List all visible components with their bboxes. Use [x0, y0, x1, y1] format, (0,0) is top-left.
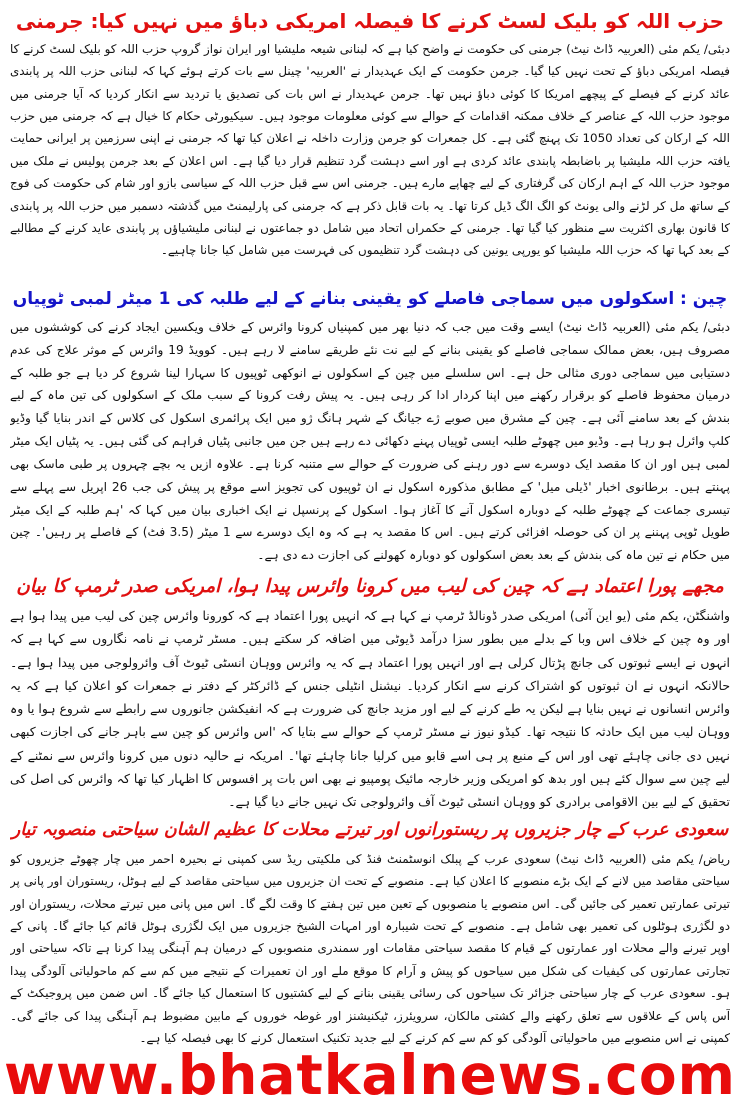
- article-headline: حزب اللہ کو بلیک لسٹ کرنے کا فیصلہ امریکی دباؤ میں نہیں کیا: جرمنی: [15, 9, 725, 33]
- article-body: ریاض/ یکم مئی (العربیہ ڈاٹ نیٹ) سعودی عرب کے پبلک انوسٹمنٹ فنڈ کی ملکیتی ریڈ سی کمپنی نے بحیرہ احمر میں چار چھوٹے جزیروں کو سیاحتی مقاصد میں لانے کے ایک بڑے منصوبے کا اعلان کیا ہے۔ منصوبے کے تحت ان جزیروں میں سیاحتی مقاصد کے لیے ہوٹل، ریستوران اور پانی پر تیرتی عمارتیں تعمیر کی جائیں گی۔ اس منصوبے یا منصوبوں کے تعین میں تین ہفتے کا وقت لگے گا۔ اس میں پانی میں تیرتے محلات، ریستوران اور دو لگژری ہوٹلوں کی تعمیر بھی شامل ہے۔ منصوبے کے تحت شیبارہ اور امہات الشیخ جزیروں میں ایک لگژری ہوٹل قائم کیا جائے گا۔ پانی کے اوپر تیرنے والے محلات اور عمارتوں کے قیام کا مقصد سیاحتی مقامات اور سمندری منصوبوں کے درمیان ہم آہنگی پیدا کرنا ہے تاکہ سیاحتی اور تجارتی عمارتوں کی کیفیات کی شکل میں سیاحوں کو پیش و آرام کا موقع ملے اور ان تعمیرات کے نتیجے میں کم سے کم ماحولیاتی آلودگی پیدا ہو۔ سعودی عرب کے چار سیاحتی جزائر تک سیاحوں کی رسائی یقینی بنانے کے لیے کشتیوں کا استعمال کیا جائے گا۔ اس ضمن میں پروجیکٹ کے آس پاس کے علاقوں سے تعلق رکھنے والے کشتی مالکان، سرویئرز، ٹیکنیشنز اور غوطہ خوروں کے مابین مضبوط ہم آہنگی پیدا کی جائے گی۔ کمپنی نے اس منصوبے میں ماحولیاتی آلودگی کو کم سے کم کرنے کے لیے جدید تکنیک استعمال کرنے کا بھی فیصلہ کیا ہے۔: [10, 852, 730, 1045]
- site-watermark: www.bhatkalnews.com: [4, 1043, 736, 1107]
- article-china-school-hats: [10, 282, 730, 566]
- article-body: دبئی/ یکم مئی (العربیہ ڈاٹ نیٹ) جرمنی کی حکومت نے واضح کیا ہے کہ لبنانی شیعہ ملیشیا اور ایران نواز گروپ حزب اللہ کو بلیک لسٹ کرنے کا فیصلہ امریکی دباؤ کے تحت نہیں کیا گیا۔ جرمن حکومت کے ایک عہدیدار نے 'العربیہ' چینل سے بات کرتے ہوئے کہا کہ لبنانی حزب اللہ پر پابندی عائد کرنے کے فیصلے کے پیچھے امریکا کا کوئی دباؤ نہیں تھا۔ جرمن عہدیدار نے اس بات کی تصدیق یا تردید سے انکار کردیا کہ آیا جرمنی میں موجود حزب اللہ کے عناصر کے خلاف ممکنہ اقدامات کے حوالے سے کوئی معلومات موجود ہیں۔ سیکیورٹی حکام کا خیال ہے کہ جرمنی میں حزب اللہ کے ارکان کی تعداد 1050 تک پہنچ گئی ہے۔ کل جمعرات کو جرمن وزارت داخلہ نے اعلان کیا تھا کہ جرمنی نے اپنی سرزمین پر ایرانی حمایت یافتہ حزب اللہ ملیشیا پر باضابطہ پابندی عائد کردی ہے اور اسے دہشت گرد تنظیم قرار دیا گیا ہے۔ اس اعلان کے بعد جرمن پولیس نے ملک میں موجود حزب اللہ کے اہم ارکان کی گرفتاری کے لیے چھاپے مارے ہیں۔ جرمنی اس سے قبل حزب اللہ کے سیاسی بازو اور شام کی حکومت کی فوج کے ساتھ مل کر لڑنے والی یونٹ کو الگ الگ ڈیل کرتا تھا۔ یہ بات قابل ذکر ہے کہ جرمنی کی پارلیمنٹ میں گذشتہ دسمبر میں حزب اللہ پر پابندی کا قانون بھاری اکثریت سے منظور کیا گیا تھا۔ جرمنی کے حکمراں اتحاد میں شامل دو جماعتوں نے لبنانی ملیشیاؤں پر پابندی عاید کرنے کے مطالبے کے بعد کہا تھا کہ حزب اللہ ملیشیا کو یورپی یونین کی دہشت گرد تنظیموں کی فہرست میں شامل کیا جانا چاہیے۔: [10, 42, 730, 258]
- article-body: دبئی/ یکم مئی (العربیہ ڈاٹ نیٹ) ایسے وقت میں جب کہ دنیا بھر میں کمپنیاں کرونا وائرس کے خلاف ویکسین ایجاد کرنے کی کوششوں میں مصروف ہیں، بعض ممالک سماجی فاصلے کو یقینی بنانے کے لیے نت نئے طریقے سامنے لا رہے ہیں۔ کوویڈ 19 وائرس کے موثر علاج کی عدم دستیابی میں سماجی دوری مثالی حل ہے۔ اس سلسلے میں چین کے اسکولوں نے انوکھی ٹوپیوں کا سہارا لینا شروع کر دیا ہے جو طلبہ کے درمیان محفوظ فاصلے کو برقرار رکھنے میں اپنا کردار ادا کر رہی ہیں۔ یہ پیش رفت کرونا کے سبب ملک کے اسکولوں کی تین ماہ کے لیے بندش کے بعد سامنے آئی ہے۔ چین کے مشرق میں صوبے ژے جیانگ کے شہر ہانگ ژو میں ایک پرائمری اسکول کی کلاس کے اندر بنایا گیا وڈیو کلپ وائرل ہو رہا ہے۔ وڈیو میں چھوٹے طلبہ ایسی ٹوپیاں پہنے دکھائی دے رہے ہیں جن میں جانبی پٹیاں فراہم کی گئی ہیں۔ یہ پٹیاں ایک میٹر لمبی ہیں اور ان کا مقصد ایک دوسرے سے دور رہنے کی ضرورت کے حوالے سے متنبہ کرنا ہے۔ علاوہ ازیں یہ بچے چہروں پر طبی ماسک بھی پہنتے ہیں۔ برطانوی اخبار 'ڈیلی میل' کے مطابق مذکورہ اسکول نے ان ٹوپیوں کی تجویز اسے موقع پر پیش کی جب 26 اپریل سے پہلے سے تیسری جماعت کے چھوٹے طلبہ کے دوبارہ اسکول آنے کا آغاز ہوا۔ اسکول کے پرنسپل نے ایک اخباری بیان میں کہا کہ 'ہم طلبہ کے ایک میٹر طویل ٹوپی پہننے پر ان کی حوصلہ افزائی کرتے ہیں۔ اس کا مقصد یہ ہے کہ وہ ایک دوسرے سے 1 میٹر (3.5 فٹ) کے فاصلے پر رہیں'۔ چین میں حکام نے تین ماہ کی بندش کے بعد بعض اسکولوں کو دوبارہ کھولنے کی اجازت دے دی ہے۔: [10, 320, 730, 563]
- article-headline: سعودی عرب کے چار جزیروں پر ریستورانوں اور تیرتے محلات کا عظیم الشان سیاحتی منصوبہ تیار: [11, 820, 729, 840]
- article-body: واشنگٹن، یکم مئی (یو این آئی) امریکی صدر ڈونالڈ ٹرمپ نے کہا ہے کہ انہیں پورا اعتماد ہے کہ کورونا وائرس چین کی لیب میں پیدا ہوا ہے اور وہ چین کے خلاف اس وبا کے بدلے میں بطور سزا درآمد ڈیوٹی میں اضافہ کر سکتے ہیں۔ مسٹر ٹرمپ نے نامہ نگاروں سے کہا ہے کہ انہوں نے ایسے ثبوتوں کی جانچ پڑتال کرلی ہے اور انہیں پورا اعتماد ہے کہ یہ وائرس ووہان انسٹی ٹیوٹ آف وائرولوجی میں پیدا ہوا ہے۔ حالانکہ انہوں نے ان ثبوتوں کو اشتراک کرنے سے انکار کردیا۔ نیشنل انٹیلی جنس کے ڈائرکٹر کے دفتر نے جمعرات کو اعلان کیا ہے کہ یہ وائرس انسانوں نے نہیں بنایا ہے لیکن یہ طے کرنے کے لیے اور مزید جانچ کی ضرورت ہے کہ انفیکشن جانوروں سے رابطے سے شروع ہوا یا وہ ووہان لیب میں ایک حادثہ کا نتیجہ تھا۔ کیڈو نیوز نے مسٹر ٹرمپ کے حوالے سے بتایا کہ 'اس وائرس کو چین سے باہر جانے کی اجازت کبھی نہیں دی جانی چاہئے تھی اور اس کے منبع پر ہی اسے قابو میں کرلیا جانا چاہئے تھا'۔ امریکہ نے حالیہ دنوں میں کرونا وائرس سے نمٹنے کے لیے چین سے سوال کئے ہیں اور بدھ کو امریکی وزیر خارجہ مائیک پومپیو نے بھی اس بات پر افسوس کا اظہار کیا تھا کہ وائرس کی اصل کی تحقیق کے لیے بین الاقوامی برادری کو ووہان انسٹی ٹیوٹ آف وائرولوجی تک نہیں جانے دیا گیا ہے۔: [10, 608, 730, 810]
- article-trump-china-lab: [10, 570, 730, 838]
- article-headline: مجھے پورا اعتماد ہے کہ چین کی لیب میں کرونا وائرس پیدا ہوا، امریکی صدر ٹرمپ کا بیان: [16, 576, 724, 597]
- article-hezbollah-germany: [10, 4, 730, 276]
- article-headline: چین : اسکولوں میں سماجی فاصلے کو یقینی بنانے کے لیے طلبہ کی 1 میٹر لمبی ٹوپیاں: [12, 289, 728, 309]
- article-saudi-islands-tourism: [10, 812, 730, 1058]
